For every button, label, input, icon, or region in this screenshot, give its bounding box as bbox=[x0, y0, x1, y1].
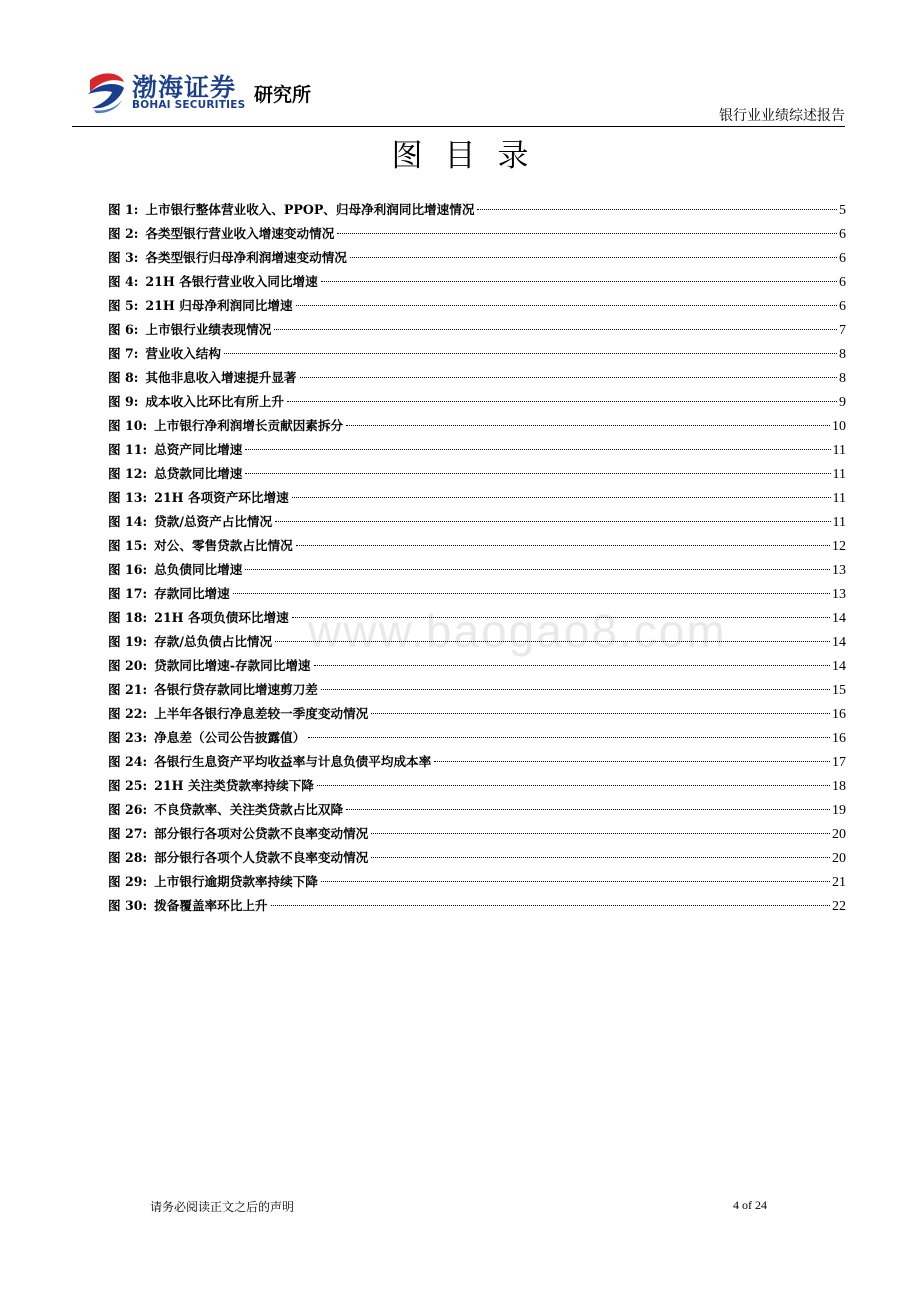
toc-entry-title: 部分银行各项个人贷款不良率变动情况 bbox=[154, 850, 369, 865]
toc-entry-page: 6 bbox=[839, 227, 846, 242]
toc-entry[interactable] bbox=[108, 318, 846, 342]
toc-entry[interactable] bbox=[108, 894, 846, 918]
toc-entry-label: 图 22: bbox=[108, 706, 148, 721]
toc-leader-dots bbox=[321, 281, 837, 282]
toc-entry-page: 21 bbox=[832, 875, 846, 890]
toc-entry-title: 成本收入比环比有所上升 bbox=[145, 394, 284, 409]
toc-entry-label: 图 30: bbox=[108, 898, 148, 913]
toc-entry[interactable] bbox=[108, 606, 846, 630]
toc-entry-page: 13 bbox=[832, 563, 846, 578]
company-logo bbox=[84, 66, 324, 118]
toc-entry-label: 图 24: bbox=[108, 754, 148, 769]
toc-leader-dots bbox=[321, 689, 830, 690]
footer-disclaimer: 请务必阅读正文之后的声明 bbox=[150, 1200, 295, 1214]
toc-entry-title: 21H 各银行营业收入同比增速 bbox=[145, 274, 318, 289]
toc-entry-page: 6 bbox=[839, 299, 846, 314]
toc-leader-dots bbox=[275, 521, 830, 522]
toc-entry-page: 11 bbox=[832, 491, 846, 506]
toc-entry[interactable] bbox=[108, 246, 846, 270]
toc-entry[interactable] bbox=[108, 846, 846, 870]
toc-entry-label: 图 4: bbox=[108, 274, 139, 289]
toc-leader-dots bbox=[321, 881, 830, 882]
toc-leader-dots bbox=[275, 641, 830, 642]
institute-name: 研究所 bbox=[254, 84, 312, 106]
toc-entry[interactable] bbox=[108, 870, 846, 894]
toc-entry-title: 贷款同比增速-存款同比增速 bbox=[154, 658, 311, 673]
toc-entry-title: 各银行生息资产平均收益率与计息负债平均成本率 bbox=[154, 754, 432, 769]
header-divider bbox=[72, 126, 845, 127]
toc-leader-dots bbox=[346, 809, 830, 810]
toc-entry-label: 图 10: bbox=[108, 418, 148, 433]
toc-entry-label: 图 2: bbox=[108, 226, 139, 241]
toc-leader-dots bbox=[371, 857, 830, 858]
toc-entry-label: 图 14: bbox=[108, 514, 148, 529]
toc-entry-page: 11 bbox=[832, 515, 846, 530]
toc-entry[interactable] bbox=[108, 654, 846, 678]
toc-entry-page: 20 bbox=[832, 827, 846, 842]
toc-leader-dots bbox=[233, 593, 830, 594]
toc-entry-page: 11 bbox=[832, 443, 846, 458]
toc-entry[interactable] bbox=[108, 270, 846, 294]
toc-entry-page: 13 bbox=[832, 587, 846, 602]
page-title: 图目录 bbox=[391, 138, 551, 174]
toc-entry-page: 6 bbox=[839, 275, 846, 290]
toc-entry[interactable] bbox=[108, 294, 846, 318]
toc-entry-label: 图 9: bbox=[108, 394, 139, 409]
toc-entry-title: 不良贷款率、关注类贷款占比双降 bbox=[154, 802, 344, 817]
page-number: 4 of 24 bbox=[733, 1198, 767, 1212]
toc-entry-page: 14 bbox=[832, 635, 846, 650]
toc-leader-dots bbox=[245, 473, 830, 474]
toc-leader-dots bbox=[271, 905, 831, 906]
toc-entry-label: 图 26: bbox=[108, 802, 148, 817]
toc-entry[interactable] bbox=[108, 750, 846, 774]
toc-entry-title: 21H 各项资产环比增速 bbox=[154, 490, 289, 505]
toc-entry-label: 图 25: bbox=[108, 778, 148, 793]
toc-leader-dots bbox=[245, 449, 830, 450]
toc-entry-title: 拨备覆盖率环比上升 bbox=[154, 898, 268, 913]
toc-entry[interactable] bbox=[108, 726, 846, 750]
toc-leader-dots bbox=[337, 233, 837, 234]
toc-entry-title: 其他非息收入增速提升显著 bbox=[145, 370, 297, 385]
logo-english-name: BOHAI SECURITIES bbox=[132, 99, 246, 111]
toc-entry-page: 14 bbox=[832, 659, 846, 674]
toc-entry[interactable] bbox=[108, 486, 846, 510]
toc-leader-dots bbox=[296, 545, 830, 546]
toc-entry-label: 图 21: bbox=[108, 682, 148, 697]
toc-entry-page: 9 bbox=[839, 395, 846, 410]
toc-leader-dots bbox=[300, 377, 837, 378]
toc-entry[interactable] bbox=[108, 390, 846, 414]
toc-entry[interactable] bbox=[108, 582, 846, 606]
toc-entry-title: 上半年各银行净息差较一季度变动情况 bbox=[154, 706, 369, 721]
toc-entry-label: 图 3: bbox=[108, 250, 139, 265]
toc-entry-title: 21H 归母净利润同比增速 bbox=[145, 298, 293, 313]
toc-entry-title: 各类型银行营业收入增速变动情况 bbox=[145, 226, 335, 241]
toc-leader-dots bbox=[292, 497, 831, 498]
toc-entry-label: 图 27: bbox=[108, 826, 148, 841]
toc-entry[interactable] bbox=[108, 822, 846, 846]
toc-entry-label: 图 7: bbox=[108, 346, 139, 361]
toc-entry-label: 图 15: bbox=[108, 538, 148, 553]
figure-toc bbox=[108, 198, 846, 918]
toc-entry-page: 5 bbox=[839, 203, 846, 218]
toc-entry-label: 图 19: bbox=[108, 634, 148, 649]
toc-entry-page: 16 bbox=[832, 731, 846, 746]
toc-entry-title: 上市银行净利润增长贡献因素拆分 bbox=[154, 418, 344, 433]
toc-entry-title: 上市银行业绩表现情况 bbox=[145, 322, 272, 337]
toc-entry-page: 19 bbox=[832, 803, 846, 818]
toc-entry-title: 21H 各项负债环比增速 bbox=[154, 610, 289, 625]
toc-entry[interactable] bbox=[108, 510, 846, 534]
toc-entry-page: 10 bbox=[832, 419, 846, 434]
toc-entry-title: 存款/总负债占比情况 bbox=[154, 634, 273, 649]
toc-entry-page: 20 bbox=[832, 851, 846, 866]
toc-leader-dots bbox=[317, 785, 830, 786]
toc-entry[interactable] bbox=[108, 438, 846, 462]
toc-entry-title: 对公、零售贷款占比情况 bbox=[154, 538, 293, 553]
toc-entry-label: 图 18: bbox=[108, 610, 148, 625]
toc-entry-label: 图 28: bbox=[108, 850, 148, 865]
toc-entry-page: 18 bbox=[832, 779, 846, 794]
toc-entry-page: 12 bbox=[832, 539, 846, 554]
toc-leader-dots bbox=[371, 833, 830, 834]
toc-entry-title: 上市银行整体营业收入、PPOP、归母净利润同比增速情况 bbox=[145, 202, 475, 217]
toc-entry-page: 6 bbox=[839, 251, 846, 266]
toc-entry[interactable] bbox=[108, 366, 846, 390]
toc-entry-page: 11 bbox=[832, 467, 846, 482]
toc-entry-page: 22 bbox=[832, 899, 846, 914]
toc-entry-label: 图 8: bbox=[108, 370, 139, 385]
toc-entry-page: 8 bbox=[839, 347, 846, 362]
toc-leader-dots bbox=[287, 401, 837, 402]
toc-entry-title: 21H 关注类贷款率持续下降 bbox=[154, 778, 314, 793]
toc-leader-dots bbox=[314, 665, 830, 666]
toc-entry-page: 16 bbox=[832, 707, 846, 722]
toc-entry-title: 净息差（公司公告披露值） bbox=[154, 730, 306, 745]
bohai-logo-icon bbox=[84, 70, 128, 114]
toc-entry[interactable] bbox=[108, 678, 846, 702]
toc-entry[interactable] bbox=[108, 222, 846, 246]
toc-entry[interactable] bbox=[108, 774, 846, 798]
toc-entry-label: 图 6: bbox=[108, 322, 139, 337]
toc-leader-dots bbox=[350, 257, 837, 258]
toc-entry-title: 总资产同比增速 bbox=[154, 442, 243, 457]
toc-entry-title: 各银行贷存款同比增速剪刀差 bbox=[154, 682, 318, 697]
logo-chinese-name: 渤海证券 bbox=[132, 73, 237, 102]
toc-entry-title: 总贷款同比增速 bbox=[154, 466, 243, 481]
toc-entry[interactable] bbox=[108, 630, 846, 654]
toc-entry-label: 图 16: bbox=[108, 562, 148, 577]
toc-leader-dots bbox=[371, 713, 830, 714]
toc-entry-label: 图 12: bbox=[108, 466, 148, 481]
toc-entry-title: 总负债同比增速 bbox=[154, 562, 243, 577]
toc-leader-dots bbox=[224, 353, 837, 354]
toc-entry[interactable] bbox=[108, 558, 846, 582]
toc-entry[interactable] bbox=[108, 798, 846, 822]
toc-entry-page: 7 bbox=[839, 323, 846, 338]
toc-entry-page: 15 bbox=[832, 683, 846, 698]
toc-entry-label: 图 23: bbox=[108, 730, 148, 745]
toc-leader-dots bbox=[434, 761, 830, 762]
toc-entry-page: 8 bbox=[839, 371, 846, 386]
toc-leader-dots bbox=[308, 737, 830, 738]
toc-entry[interactable] bbox=[108, 198, 846, 222]
toc-leader-dots bbox=[346, 425, 830, 426]
toc-entry-title: 存款同比增速 bbox=[154, 586, 230, 601]
toc-entry-title: 各类型银行归母净利润增速变动情况 bbox=[145, 250, 347, 265]
toc-entry[interactable] bbox=[108, 534, 846, 558]
toc-entry-title: 上市银行逾期贷款率持续下降 bbox=[154, 874, 318, 889]
toc-entry[interactable] bbox=[108, 414, 846, 438]
toc-leader-dots bbox=[274, 329, 837, 330]
toc-leader-dots bbox=[292, 617, 830, 618]
toc-entry[interactable] bbox=[108, 342, 846, 366]
toc-entry-page: 14 bbox=[832, 611, 846, 626]
toc-entry[interactable] bbox=[108, 702, 846, 726]
report-type: 银行业业绩综述报告 bbox=[719, 108, 845, 124]
toc-entry-title: 营业收入结构 bbox=[145, 346, 221, 361]
toc-leader-dots bbox=[245, 569, 830, 570]
toc-entry-label: 图 13: bbox=[108, 490, 148, 505]
watermark: www.baogao8.com bbox=[308, 605, 727, 657]
toc-leader-dots bbox=[296, 305, 837, 306]
toc-entry[interactable] bbox=[108, 462, 846, 486]
toc-entry-page: 17 bbox=[832, 755, 846, 770]
toc-entry-label: 图 29: bbox=[108, 874, 148, 889]
toc-entry-label: 图 17: bbox=[108, 586, 148, 601]
toc-entry-label: 图 1: bbox=[108, 202, 139, 217]
toc-entry-title: 部分银行各项对公贷款不良率变动情况 bbox=[154, 826, 369, 841]
toc-leader-dots bbox=[477, 209, 837, 210]
toc-entry-label: 图 5: bbox=[108, 298, 139, 313]
toc-entry-label: 图 11: bbox=[108, 442, 148, 457]
toc-entry-label: 图 20: bbox=[108, 658, 148, 673]
toc-entry-title: 贷款/总资产占比情况 bbox=[154, 514, 273, 529]
